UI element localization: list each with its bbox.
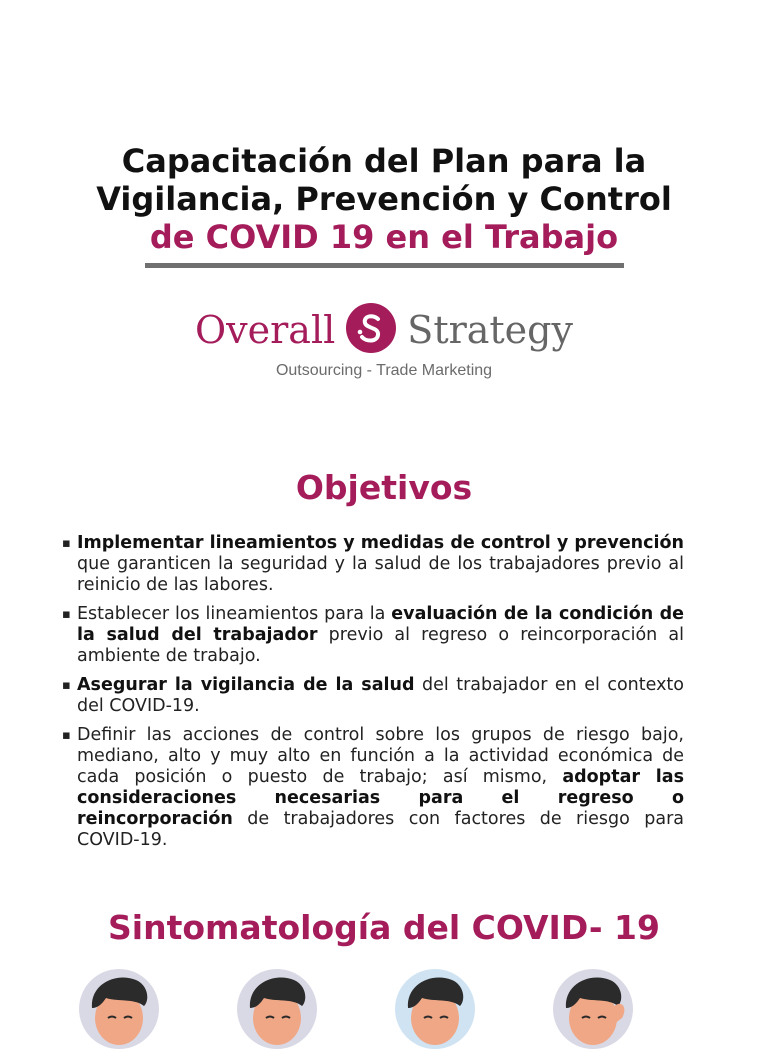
objetivo-text: previo al regreso o reincorporación al ambiente de trabajo. (77, 625, 684, 666)
objetivo-text: del trabajador en el contexto del COVID-19. (77, 675, 684, 716)
objetivo-bold-text: Asegurar la vigilancia de la salud (77, 675, 415, 695)
objetivo-item (62, 604, 684, 667)
company-logo (0, 300, 768, 380)
title-line-3: de COVID 19 en el Trabajo (149, 218, 619, 256)
sintomatologia-heading: Sintomatología del COVID- 19 (108, 908, 660, 947)
title-line-1: Capacitación del Plan para la (121, 142, 647, 180)
objetivos-list (62, 533, 684, 859)
bullet-icon: ▪ (62, 607, 71, 622)
logo-s-icon (345, 302, 397, 358)
objetivo-bold-text: adoptar las consideraciones necesarias para el regreso o reincorporación (77, 767, 684, 829)
title-line-2: Vigilancia, Prevención y Control (96, 180, 672, 218)
objetivo-item (62, 675, 684, 717)
sick-person-icon (236, 968, 318, 1050)
page-title (0, 142, 768, 256)
objetivo-text: Establecer los lineamientos para la (77, 604, 392, 624)
headache-person-icon (552, 968, 634, 1050)
logo-word-overall: Overall (195, 308, 336, 352)
objetivo-text: Definir las acciones de control sobre los grupos de riesgo bajo, mediano, alto y muy alto en función a la actividad económica de cada posición o puesto de trabajo; así mismo, (77, 725, 684, 787)
logo-word-strategy: Strategy (407, 308, 573, 352)
logo-tagline: Outsourcing - Trade Marketing (275, 362, 493, 379)
objetivos-heading: Objetivos (295, 468, 473, 507)
bullet-icon: ▪ (62, 678, 71, 693)
title-underline (145, 263, 624, 268)
objetivo-bold-text: Implementar lineamientos y medidas de control y prevención (77, 533, 684, 553)
objetivo-bold-text: evaluación de la condición de la salud del trabajador (77, 604, 684, 645)
bullet-icon: ▪ (62, 728, 71, 743)
objetivo-item (62, 533, 684, 596)
objetivo-item (62, 725, 684, 851)
sick-person-icon (394, 968, 476, 1050)
objetivo-text: de trabajadores con factores de riesgo para COVID-19. (77, 809, 684, 850)
sick-person-icon (78, 968, 160, 1050)
bullet-icon: ▪ (62, 536, 71, 551)
objetivo-text: que garanticen la seguridad y la salud de los trabajadores previo al reinicio de las labores. (77, 554, 684, 595)
symptom-icons (0, 968, 768, 1024)
